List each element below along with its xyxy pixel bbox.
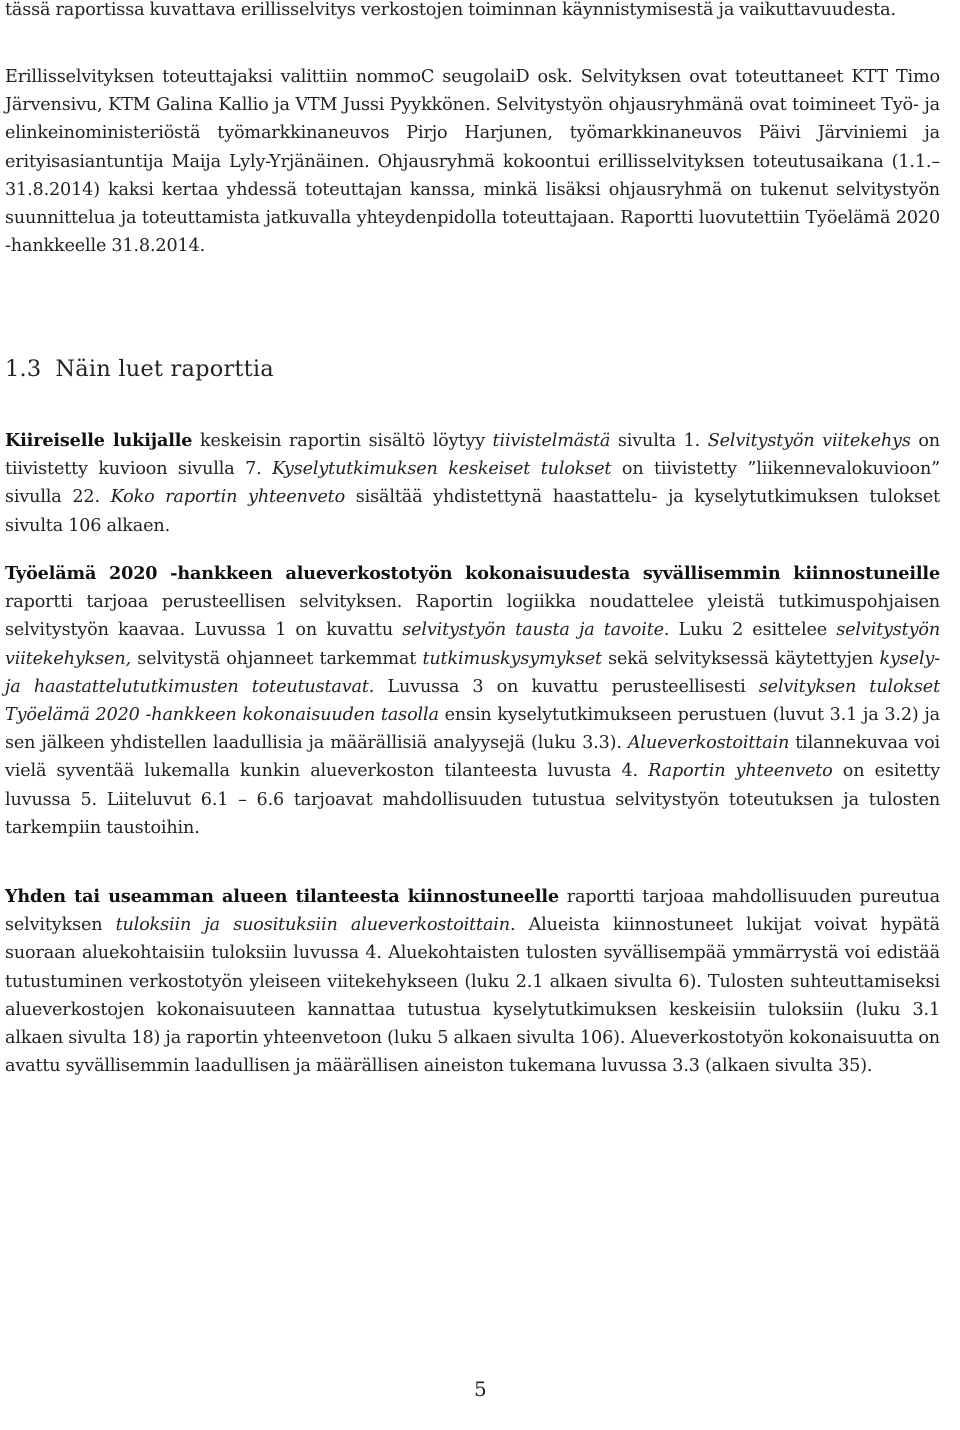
text-run: on tiivistetty ”liikennevalokuvioon” sivulla 22. xyxy=(5,459,940,508)
italic-run: Alueverkostoittain xyxy=(627,733,790,754)
italic-run: selvitystyön viitekehyksen, xyxy=(5,620,941,669)
text-run: keskeisin raportin sisältö löytyy xyxy=(192,431,493,451)
text-run: on tiivistetty kuvioon sivulla 7. xyxy=(5,431,940,480)
section-title: Näin luet raporttia xyxy=(55,356,274,382)
italic-run: kysely- ja haastattelututkimusten toteutustavat xyxy=(5,648,941,697)
text-run: raportti tarjoaa mahdollisuuden pureutua selvityksen xyxy=(5,887,940,936)
page-number: 5 xyxy=(474,1377,487,1401)
italic-run: Koko raportin yhteenveto xyxy=(110,487,346,508)
italic-run: tuloksiin ja suosituksiin alueverkostoittain xyxy=(115,915,510,936)
text-run: sekä selvityksessä käytettyjen xyxy=(601,648,880,669)
italic-run: Selvitystyön viitekehys xyxy=(707,431,911,451)
text-run: sivulta 1. xyxy=(610,431,708,451)
italic-run: tiivistelmästä xyxy=(492,431,611,451)
text-run: on esitetty luvussa 5. Liiteluvut 6.1 – 6.6 tarjoavat mahdollisuuden tutustua selvitystyön toteutuksen ja tulosten tarkempiin taustoihin. xyxy=(5,761,940,838)
text-run: selvitystä ohjanneet tarkemmat xyxy=(130,648,423,669)
italic-run: selvitystyön tausta ja tavoite xyxy=(402,620,664,641)
text-run: ensin kyselytutkimukseen perustuen (luvut 3.1 ja 3.2) ja sen jälkeen yhdistellen laadullisia ja määrällisiä analyysejä (luku 3.3). xyxy=(5,705,941,754)
italic-run: selvityksen tulokset Työelämä 2020 -hankkeen kokonaisuuden tasolla xyxy=(5,676,940,726)
section-heading xyxy=(5,354,274,384)
text-run: . Luvussa 3 on kuvattu perusteellisesti xyxy=(368,676,759,697)
deep-reader-lead: Työelämä 2020 -hankkeen alueverkostotyön kokonaisuudesta syvällisemmin kiinnostuneille xyxy=(5,563,940,584)
text-run: tilannekuvaa voi vielä syventää lukemalla kunkin alueverkoston tilanteesta luvusta 4. xyxy=(5,733,940,782)
quick-reader-paragraph xyxy=(5,427,940,540)
area-reader-lead: Yhden tai useamman alueen tilanteesta kiinnostuneelle xyxy=(5,886,559,907)
text-run: raportti tarjoaa perusteellisen selvityksen. Raportin logiikka noudattelee yleistä tutkimuspohjaisen selvitystyön kaavaa. Luvussa 1 on kuvattu xyxy=(5,592,940,641)
section-number: 1.3 xyxy=(5,356,42,382)
text-run: sisältää yhdistettynä haastattelu- ja kyselytutkimuksen tulokset sivulta 106 alkaen. xyxy=(5,487,940,536)
text-run: . Luku 2 esittelee xyxy=(663,620,837,641)
quick-reader-lead: Kiireiselle lukijalle xyxy=(5,430,193,451)
italic-run: Raportin yhteenveto xyxy=(648,761,833,782)
area-reader-paragraph xyxy=(5,883,940,1080)
deep-reader-paragraph xyxy=(5,560,940,842)
text-run: . Alueista kiinnostuneet lukijat voivat hypätä suoraan aluekohtaisiin tuloksiin luvussa 4. Aluekohtaisten tulosten syvällisempää ymmärrystä voi edistää tutustuminen verkostotyön yleiseen viitekehykseen (luku 2.1 alkaen sivulta 6). Tulosten suhteuttamiseksi alueverkostojen kokonaisuuteen kannattaa tutustua kyselytutkimuksen keskeisiin tuloksiin (luku 3.1 alkaen sivulta 18) ja raportin yhteenvetoon (luku 5 alkaen sivulta 106). Alueverkostotyön kokonaisuutta on avattu syvällisemmin laadullisen ja määrällisen aineiston tukemana luvussa 3.3 (alkaen sivulta 35). xyxy=(5,915,940,1077)
team-paragraph: Erillisselvityksen toteuttajaksi valittiin nommoC seugolaiD osk. Selvityksen ovat toteuttaneet KTT Timo Järvensivu, KTM Galina Kallio ja VTM Jussi Pyykkönen. Selvitystyön ohjausryhmänä ovat toimineet Työ- ja elinkeinoministeriöstä työmarkkinaneuvos Pirjo Harjunen, työmarkkinaneuvos Päivi Järviniemi ja erityisasiantuntija Maija Lyly-Yrjänäinen. Ohjausryhmä kokoontui erillisselvityksen toteutusaikana (1.1.–31.8.2014) kaksi kertaa yhdessä toteuttajan kanssa, minkä lisäksi ohjausryhmä on tukenut selvitystyön suunnittelua ja toteuttamista jatkuvalla yhteydenpidolla toteuttajaan. Raportti luovutettiin Työelämä 2020 -hankkeelle 31.8.2014. xyxy=(5,67,940,257)
italic-run: Kyselytutkimuksen keskeiset tulokset xyxy=(272,459,612,480)
intro-paragraph: tässä raportissa kuvattava erillisselvitys verkostojen toiminnan käynnistymisestä ja vaikuttavuudesta. xyxy=(5,0,896,20)
italic-run: tutkimuskysymykset xyxy=(422,648,602,669)
